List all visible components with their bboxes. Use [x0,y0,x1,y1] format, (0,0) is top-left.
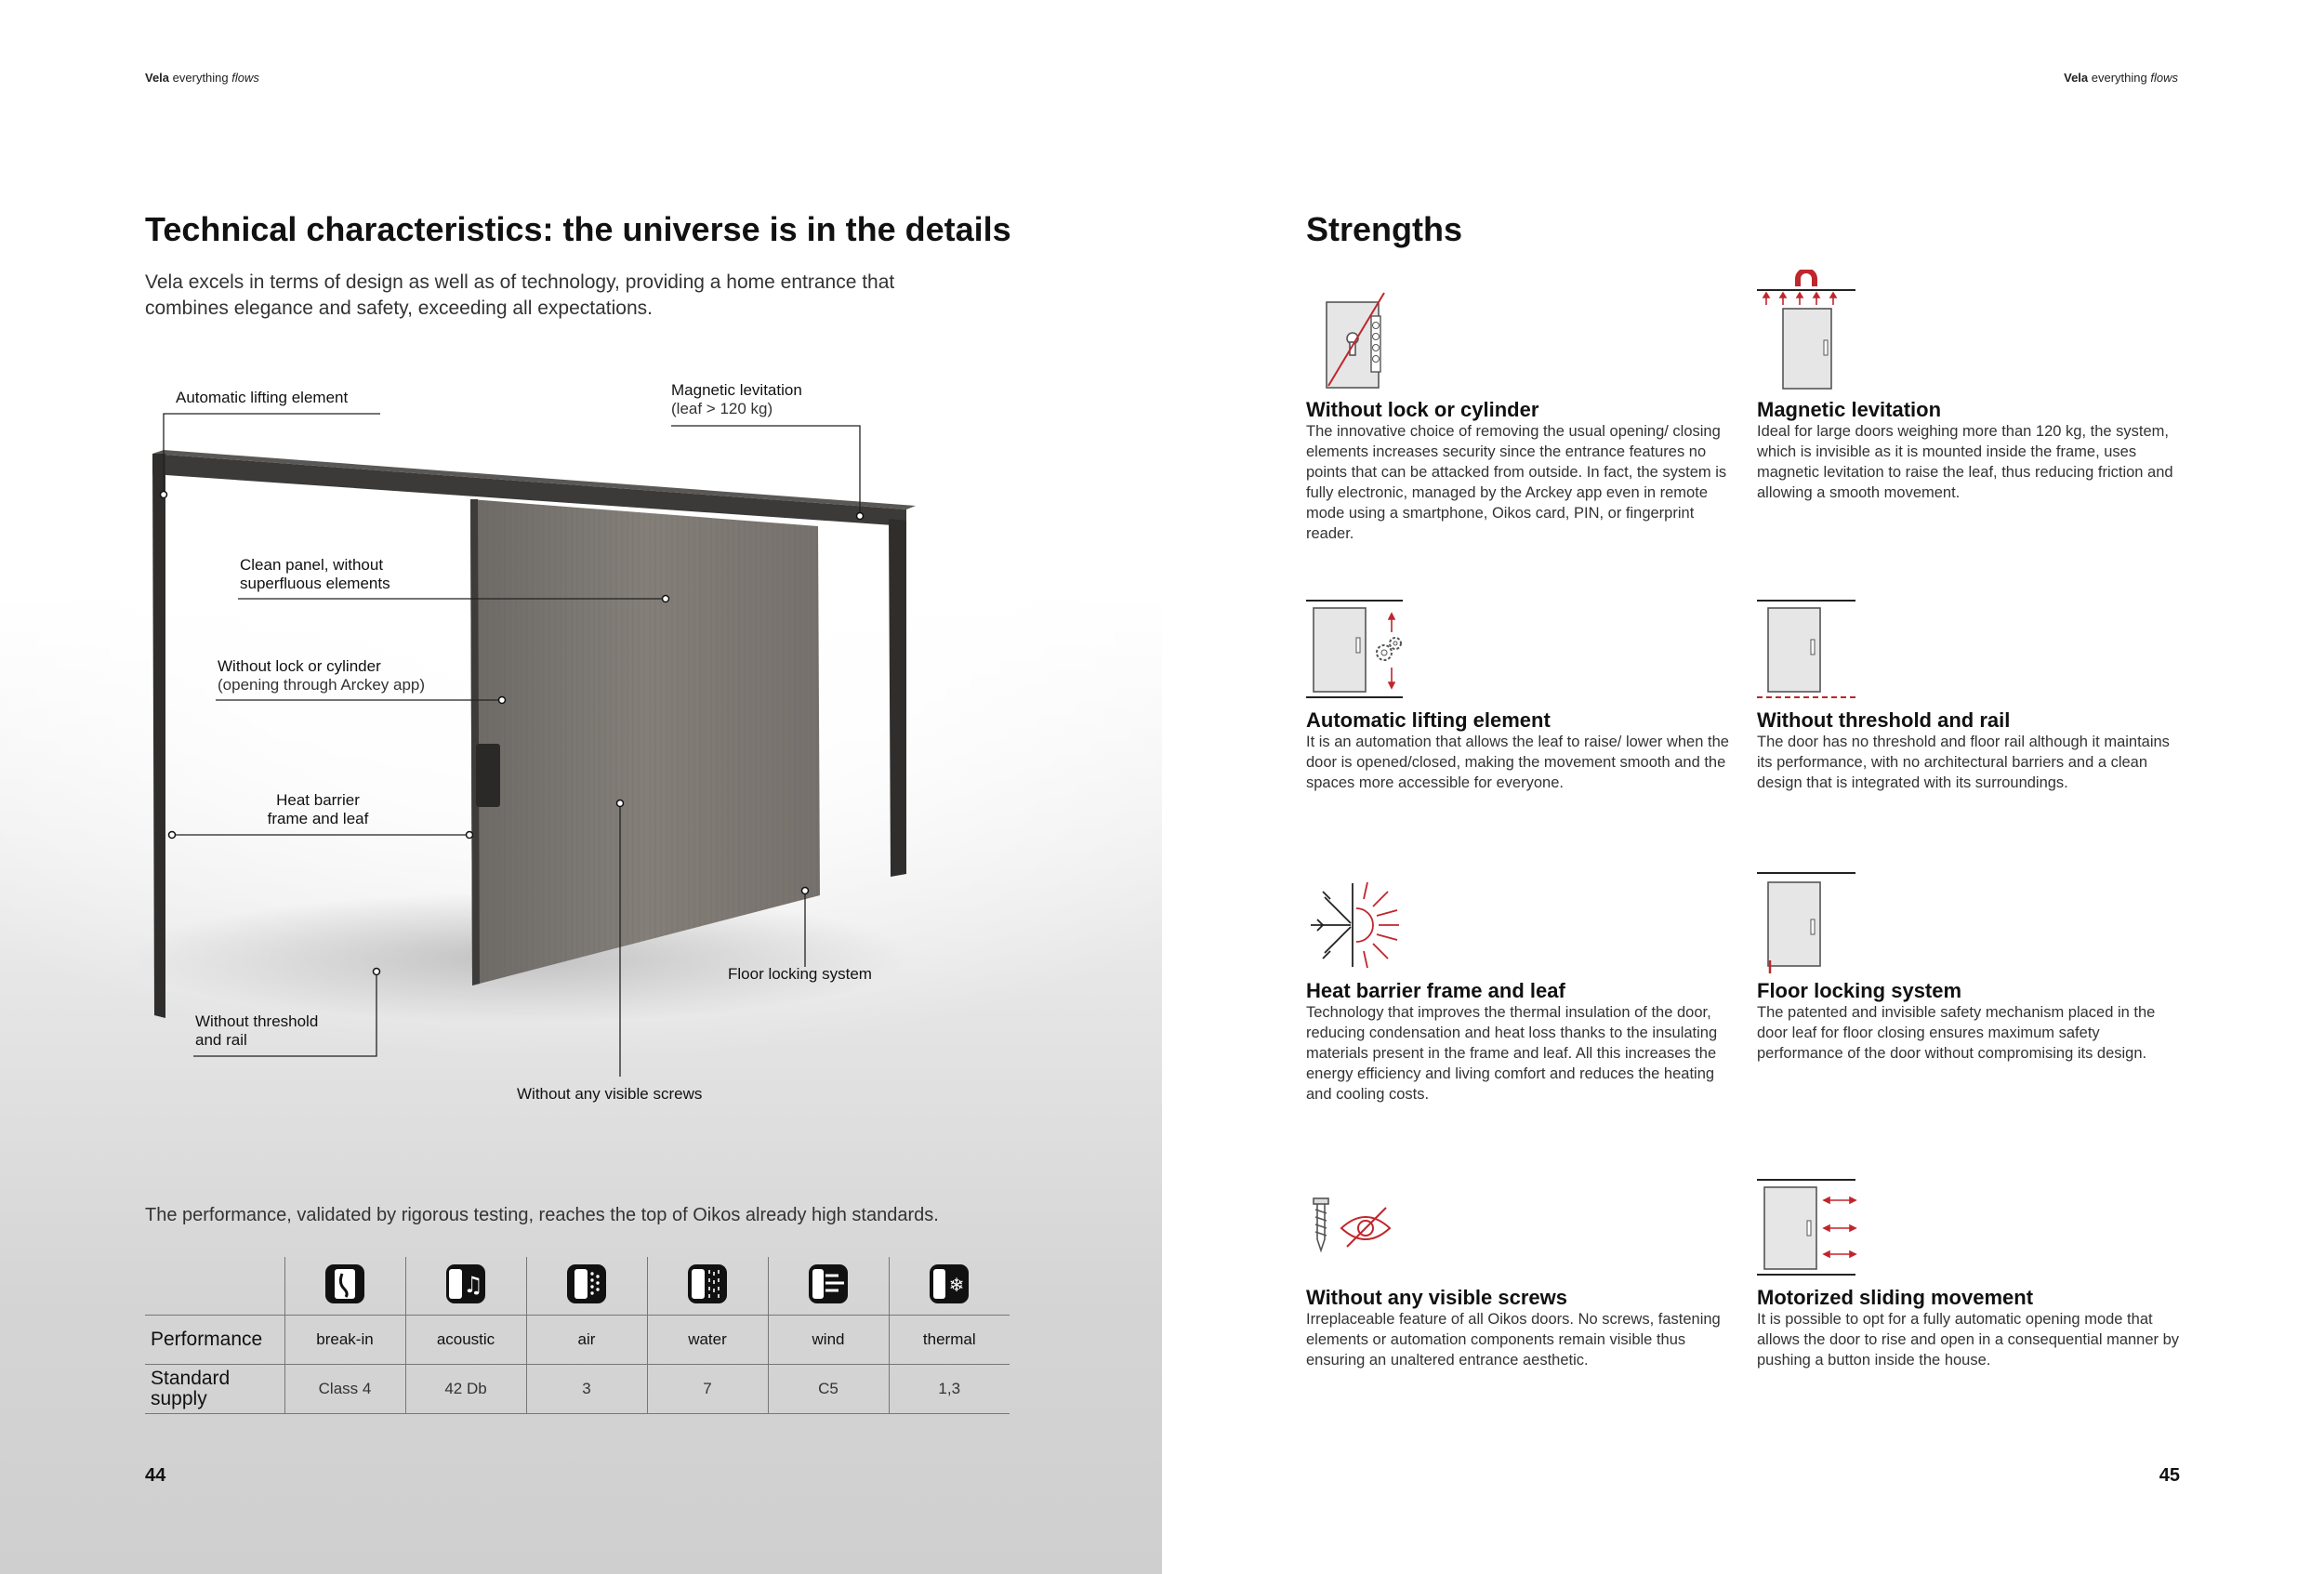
brand-tagline: everything [2091,71,2147,85]
feature-levitation [1757,270,2180,539]
brand-tagline: everything [172,71,229,85]
callout-heat [244,791,392,828]
feature-title: Without lock or cylinder [1306,398,1539,421]
callout-levitation-sub: (leaf > 120 kg) [671,400,773,417]
column-label: thermal [889,1316,1010,1365]
callout-dot [663,596,669,602]
table-cell: 1,3 [889,1365,1010,1414]
strengths-title: Strengths [1306,210,1463,248]
row-header-supply: Standard supply [145,1365,284,1414]
feature-lifting [1306,595,1729,837]
brand-name: Vela [2064,71,2089,85]
air-icon [526,1257,647,1316]
feature-text: Ideal for large doors weighing more than 120 kg, the system, which is invisible as it is mounted inside the frame, uses magnetic levitation to raise the leaf, thus reducing friction and allowing a smooth movement. [1757,423,2173,501]
row-header-performance: Performance [145,1316,284,1365]
table-cell: C5 [768,1365,889,1414]
callout-dot [169,832,176,839]
callout-heat-line1: Heat barrier [276,791,360,809]
feature-title: Heat barrier frame and leaf [1306,979,1565,1002]
callout-floor: Floor locking system [728,965,872,983]
callout-lock [218,657,425,694]
gear-lift-icon [1306,595,1418,702]
magnet-icon [1757,270,1868,390]
brand-header [2064,71,2178,85]
no-lock-icon [1306,288,1408,390]
callout-threshold-line2: and rail [195,1031,247,1049]
page-title: Technical characteristics: the universe is in the details [145,210,1011,248]
right-page [1162,0,2324,1574]
table-cell: 42 Db [405,1365,526,1414]
column-label: wind [768,1316,889,1365]
callout-lines [0,0,1162,1162]
callout-threshold-line1: Without threshold [195,1012,319,1030]
feature-sliding [1757,1176,2180,1409]
callout-screws: Without any visible screws [517,1085,703,1103]
column-label: air [526,1316,647,1365]
callout-dot [499,697,506,704]
table-header-row [145,1316,1010,1365]
svg-text:❄: ❄ [948,1273,965,1296]
feature-title: Without threshold and rail [1757,708,2011,732]
callout-dot [802,888,809,894]
feature-no-threshold [1757,595,2180,837]
feature-no-screws [1306,1195,1729,1409]
column-label: acoustic [405,1316,526,1365]
feature-text: It is an automation that allows the leaf to raise/ lower when the door is opened/closed, making the movement smooth and the spaces more accessible for everyone. [1306,734,1729,791]
page-number: 45 [2159,1465,2180,1486]
callout-panel [240,556,390,593]
callout-line-lifting [164,414,380,495]
brand-name: Vela [145,71,170,85]
callout-dot [857,513,864,520]
callout-line-levitation [671,426,860,516]
callout-dot [467,832,473,839]
feature-text: The innovative choice of removing the usual opening/ closing elements increases security since the entrance features no points that can be attacked from outside. In fact, the system is fully electronic, managed by the Arckey app even in remote mode using a smartphone, Oikos card, PIN, or fingerprint reader. [1306,423,1727,542]
brand-tagline-italic: flows [231,71,259,85]
callout-dot [617,800,624,807]
feature-heat-barrier [1306,879,1729,1120]
thermal-icon [889,1257,1010,1316]
callout-lifting: Automatic lifting element [176,389,349,406]
callout-heat-line2: frame and leaf [267,810,369,827]
feature-title: Automatic lifting element [1306,708,1551,732]
sliding-arrows-icon [1757,1176,1868,1283]
table-cell: 7 [647,1365,768,1414]
callout-dot [374,969,380,975]
acoustic-icon [405,1257,526,1316]
callout-levitation [671,381,802,418]
no-threshold-icon [1757,595,1868,702]
feature-text: Irreplaceable feature of all Oikos doors. No screws, fastening elements or automation components remain visible thus ensuring an unaltered entrance aesthetic. [1306,1311,1721,1369]
feature-text: It is possible to opt for a fully automatic opening mode that allows the door to rise and open in a consequential manner by pushing a button inside the house. [1757,1311,2180,1369]
feature-title: Magnetic levitation [1757,398,1942,421]
performance-sentence: The performance, validated by rigorous testing, reaches the top of Oikos already high standards. [145,1205,939,1225]
feature-no-lock [1306,288,1729,558]
callout-lock-sub: (opening through Arckey app) [218,676,426,694]
table-cell: 3 [526,1365,647,1414]
feature-title: Floor locking system [1757,979,1962,1002]
callout-lock-title: Without lock or cylinder [218,657,381,675]
intro-text: Vela excels in terms of design as well as of technology, providing a home entrance that combines elegance and safety, exceeding all expectations. [145,271,895,319]
water-icon [647,1257,768,1316]
callout-levitation-title: Magnetic levitation [671,381,802,399]
wind-icon [768,1257,889,1316]
heat-barrier-icon [1306,879,1408,976]
callout-panel-line1: Clean panel, without [240,556,384,574]
hidden-screw-icon [1306,1195,1408,1260]
break-in-icon [284,1257,405,1316]
table-cell: Class 4 [284,1365,405,1414]
feature-text: The patented and invisible safety mechanism placed in the door leaf for floor closing ensures maximum safety performance of the door without compromising its design. [1757,1004,2156,1062]
column-label: break-in [284,1316,405,1365]
feature-title: Without any visible screws [1306,1286,1567,1309]
svg-text:♫: ♫ [463,1271,483,1298]
feature-text: Technology that improves the thermal insulation of the door, reducing condensation and heat loss thanks to the insulating materials present in the frame and leaf. All this increases the energy efficiency and living comfort and reduces the heating and cooling costs. [1306,1004,1718,1103]
callout-threshold [195,1012,318,1050]
brand-tagline-italic: flows [2150,71,2178,85]
column-label: water [647,1316,768,1365]
feature-floor-lock [1757,869,2180,1111]
feature-text: The door has no threshold and floor rail although it maintains its performance, with no architectural barriers and a clean design that is integrated with its surroundings. [1757,734,2170,791]
floor-lock-icon [1757,869,1868,976]
page-number: 44 [145,1465,166,1486]
performance-table [145,1257,1010,1414]
callout-panel-line2: superfluous elements [240,575,390,592]
table-icon-row [145,1257,1010,1316]
table-row [145,1365,1010,1414]
feature-title: Motorized sliding movement [1757,1286,2034,1309]
callout-dot [161,492,167,498]
